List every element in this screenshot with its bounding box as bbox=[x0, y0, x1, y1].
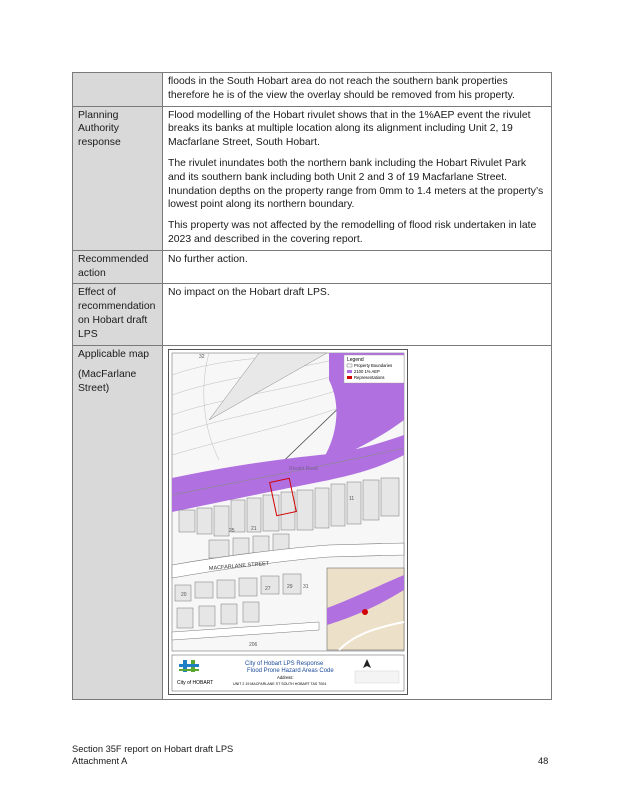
map-legend bbox=[344, 355, 404, 383]
lot-number: 32 bbox=[199, 353, 205, 360]
legend-title: Legend bbox=[347, 356, 364, 363]
location-marker bbox=[362, 609, 368, 615]
row-label: Planning Authority response bbox=[73, 106, 163, 250]
paragraph: Flood modelling of the Hobart rivulet shows that in the 1%AEP event the rivulet breaks its banks at multiple location along its alignment including Unit 2, 19 Macfarlane Street, South Hobart. bbox=[168, 109, 531, 149]
map-title-block bbox=[172, 655, 404, 691]
footer-line: Attachment A bbox=[72, 755, 128, 766]
flood-map bbox=[168, 349, 408, 695]
row-value bbox=[163, 345, 552, 699]
row-label: Effect of recommendation on Hobart draft LPS bbox=[73, 284, 163, 345]
row-label: Recommended action bbox=[73, 250, 163, 284]
representation-table bbox=[72, 72, 552, 700]
map-sublabel: (MacFarlane Street) bbox=[78, 369, 137, 395]
row-label bbox=[73, 73, 163, 107]
rivulet-label: Rivulet Road bbox=[289, 465, 318, 472]
lot-number: 21 bbox=[251, 525, 257, 532]
table-row bbox=[73, 106, 552, 250]
legend-item: Property Boundaries bbox=[354, 362, 393, 368]
legend-item: 2100 1% AEP bbox=[354, 368, 380, 374]
location-inset bbox=[327, 568, 404, 650]
row-value bbox=[163, 106, 552, 250]
lot-number: 31 bbox=[303, 583, 309, 590]
table-row bbox=[73, 345, 552, 699]
page-footer bbox=[72, 744, 233, 767]
paragraph: The rivulet inundates both the northern bank including the Hobart Rivulet Park and its southern bank including both Unit 2 and 3 of 19 Macfarlane Street. Inundation depths on the property range from 0mm to 1.4 meters at the property’s lowest point along its northern boundary. bbox=[168, 157, 544, 211]
map-title: City of Hobart LPS Response bbox=[245, 660, 324, 667]
table-row bbox=[73, 250, 552, 284]
row-value bbox=[163, 73, 552, 107]
address-text: UNIT 2 19 MACFARLANE ST SOUTH HOBART TAS 7004 bbox=[233, 681, 327, 686]
legend-item: Representations bbox=[354, 374, 385, 380]
map-graphic bbox=[169, 350, 407, 694]
row-value bbox=[163, 284, 552, 345]
paragraph: No impact on the Hobart draft LPS. bbox=[168, 287, 330, 299]
row-label bbox=[73, 345, 163, 699]
lot-number: 29 bbox=[287, 583, 293, 590]
page-number: 48 bbox=[538, 756, 549, 766]
table-row bbox=[73, 284, 552, 345]
council-name: City of HOBART bbox=[177, 679, 214, 686]
paragraph: This property was not affected by the remodelling of flood risk undertaken in late 2023 and described in the covering report. bbox=[168, 220, 537, 245]
map-label: Applicable map bbox=[78, 348, 150, 360]
street-label: MACFARLANE STREET bbox=[208, 560, 270, 572]
paragraph: floods in the South Hobart area do not reach the southern bank properties therefore he is of the view the overlay should be removed from his property. bbox=[168, 76, 515, 101]
map-subtitle: Flood Prone Hazard Areas Code bbox=[247, 667, 334, 674]
address-label: Address: bbox=[277, 674, 294, 680]
lot-number: 25 bbox=[229, 527, 235, 534]
lot-number: 11 bbox=[349, 495, 355, 502]
lot-number: 206 bbox=[249, 641, 258, 648]
footer-line: Section 35F report on Hobart draft LPS bbox=[72, 744, 234, 754]
paragraph: No further action. bbox=[168, 253, 248, 265]
row-value bbox=[163, 250, 552, 284]
lot-number: 20 bbox=[181, 591, 187, 598]
lot-number: 27 bbox=[265, 585, 271, 592]
table-row bbox=[73, 73, 552, 107]
